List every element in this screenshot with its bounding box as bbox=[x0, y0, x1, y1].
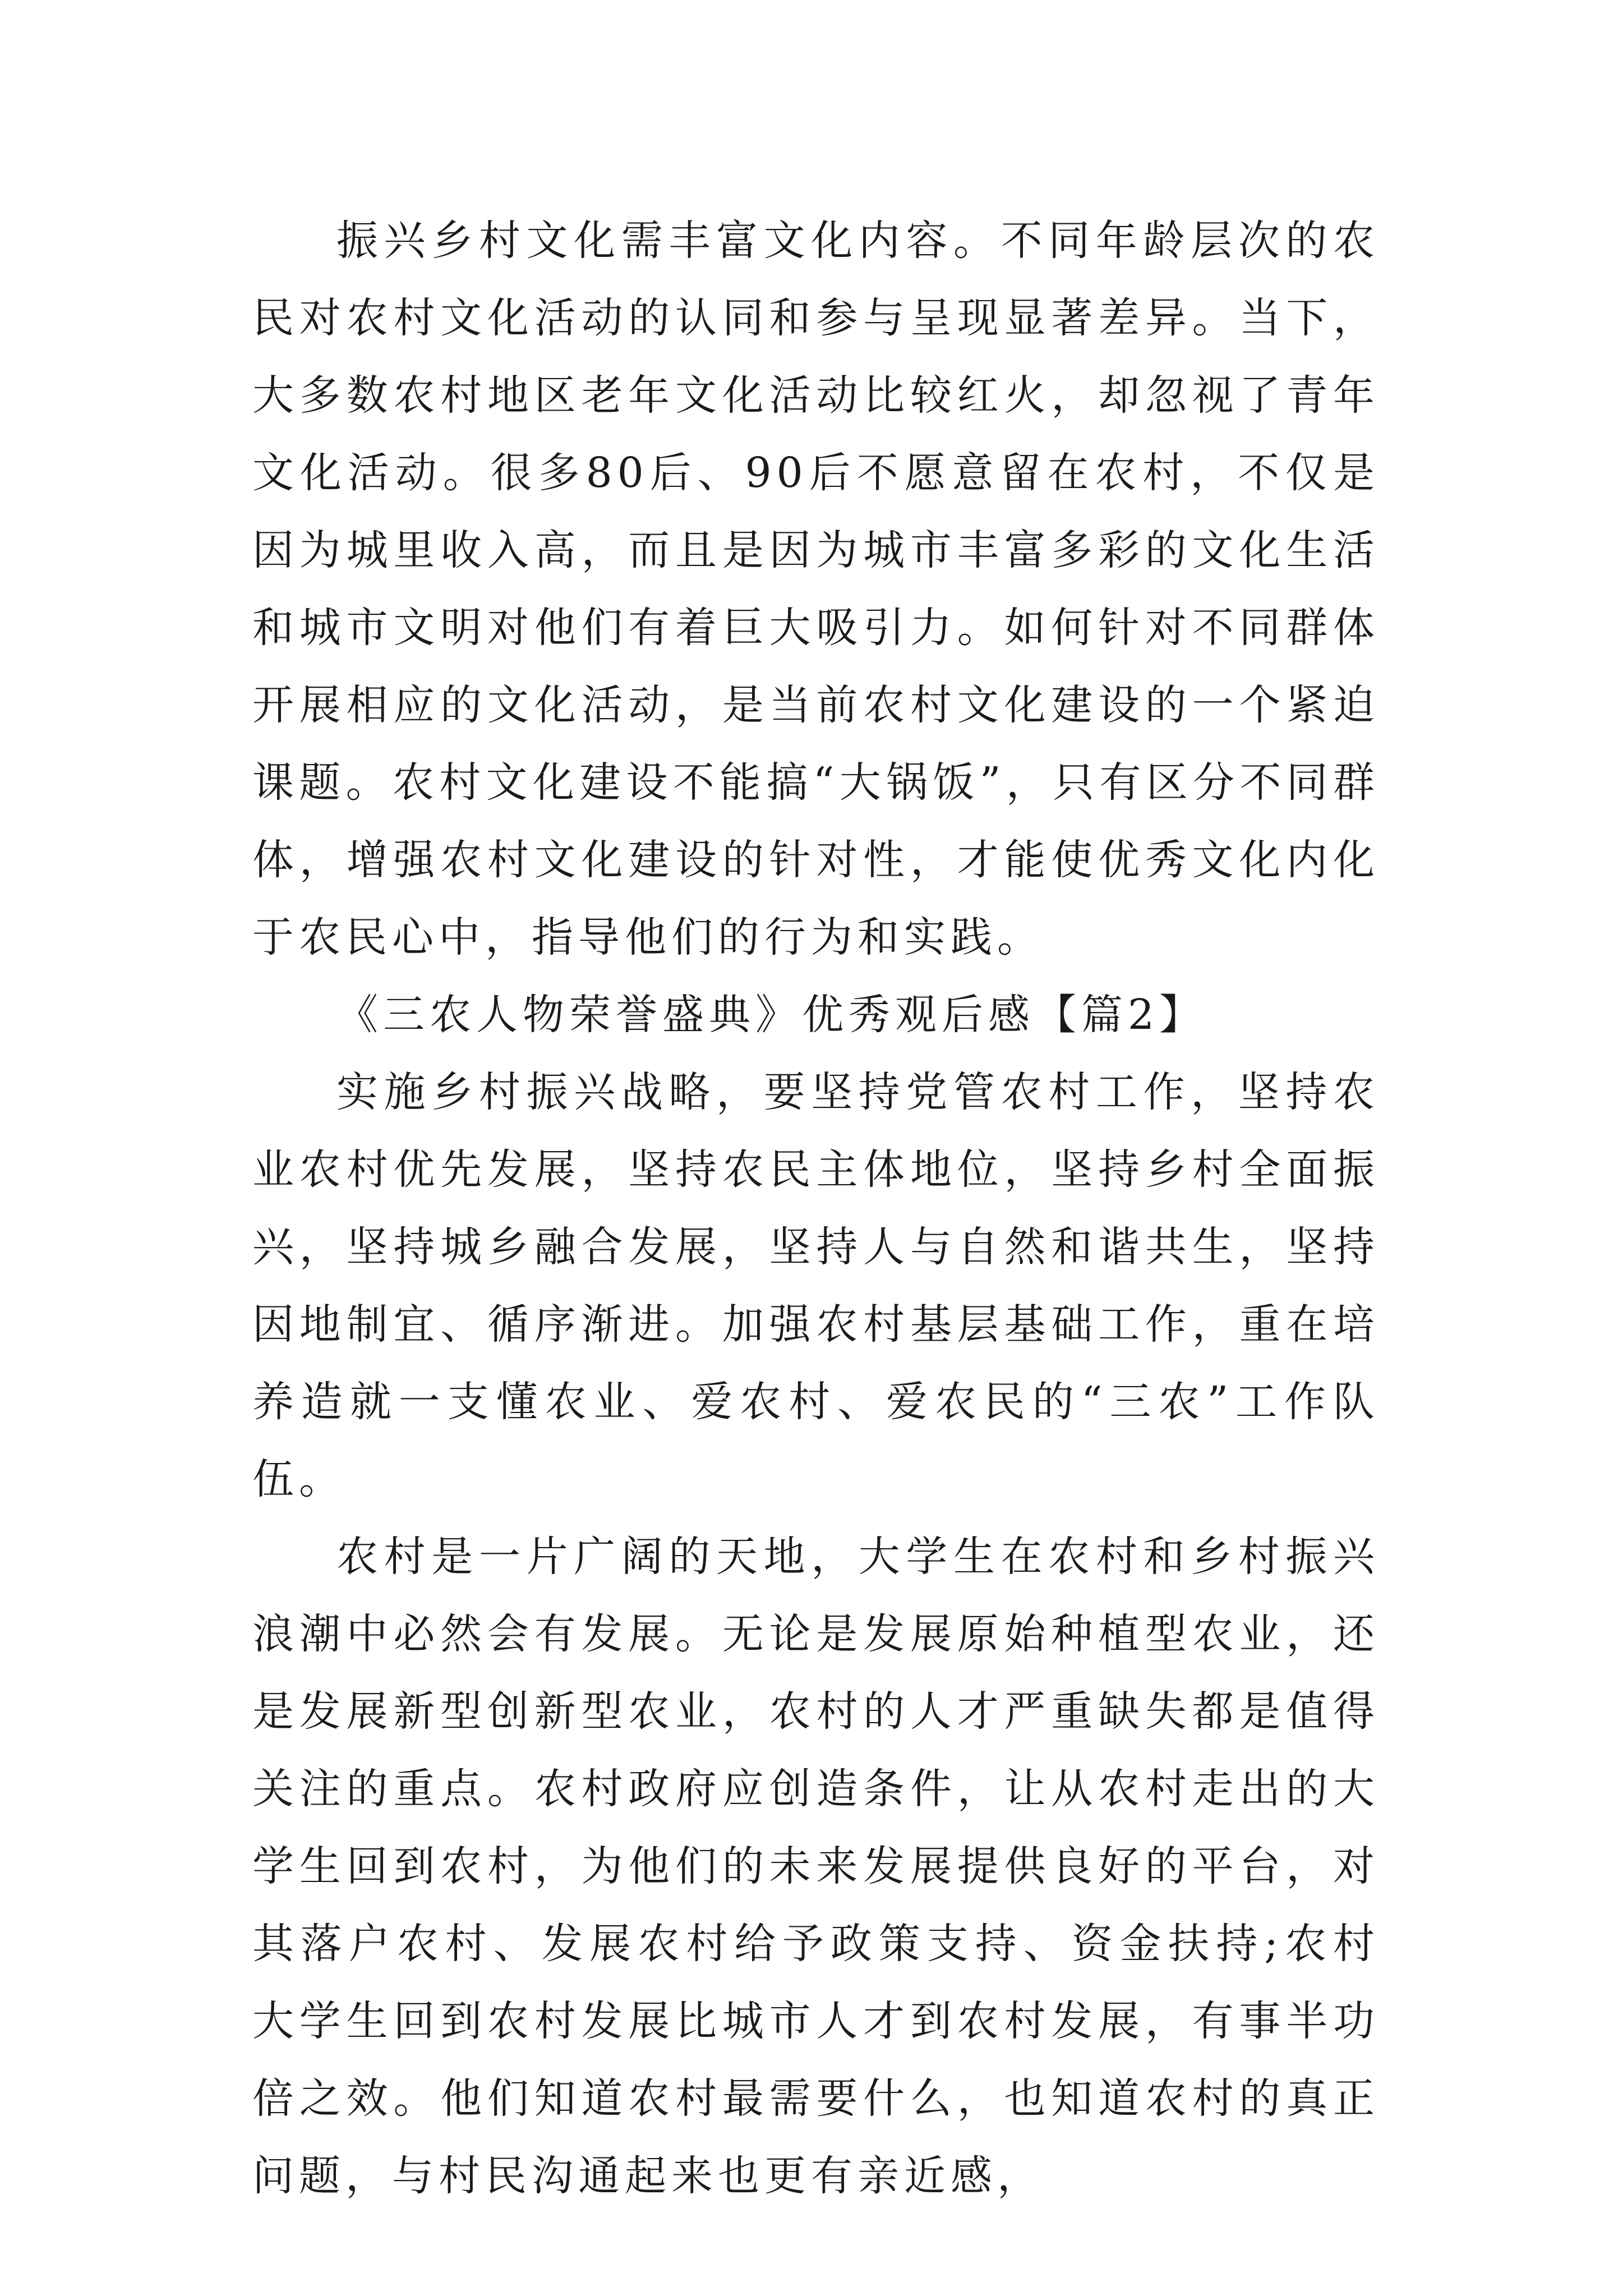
section-heading-part-2: 《三农人物荣誉盛典》优秀观后感【篇2】 bbox=[336, 991, 1206, 1039]
paragraph-rural-culture: 振兴乡村文化需丰富文化内容。不同年龄层次的农民对农村文化活动的认同和参与呈现显著差异。当下，大多数农村地区老年文化活动比较红火，却忽视了青年文化活动。很多80后、90后不愿意留在农村，不仅是因为城里收入高，而且是因为城市丰富多彩的文化生活和城市文明对他们有着巨大吸引力。如何针对不同群体开展相应的文化活动，是当前农村文化建设的一个紧迫课题。农村文化建设不能搞“大锅饭”，只有区分不同群体，增强农村文化建设的针对性，才能使优秀文化内化于农民心中，指导他们的行为和实践。 bbox=[252, 217, 1380, 961]
paragraph-graduates-return: 农村是一片广阔的天地，大学生在农村和乡村振兴浪潮中必然会有发展。无论是发展原始种植型农业，还是发展新型创新型农业，农村的人才严重缺失都是值得关注的重点。农村政府应创造条件，让从农村走出的大学生回到农村，为他们的未来发展提供良好的平台，对其落户农村、发展农村给予政策支持、资金扶持;农村大学生回到农村发展比城市人才到农村发展，有事半功倍之效。他们知道农村最需要什么，也知道农村的真正问题，与村民沟通起来也更有亲近感， bbox=[252, 1533, 1380, 2200]
paragraph-revitalization-strategy: 实施乡村振兴战略，要坚持党管农村工作，坚持农业农村优先发展，坚持农民主体地位，坚持乡村全面振兴，坚持城乡融合发展，坚持人与自然和谐共生，坚持因地制宜、循序渐进。加强农村基层基础工作，重在培养造就一支懂农业、爱农村、爱农民的“三农”工作队伍。 bbox=[252, 1068, 1380, 1503]
document-body bbox=[252, 202, 1380, 2215]
